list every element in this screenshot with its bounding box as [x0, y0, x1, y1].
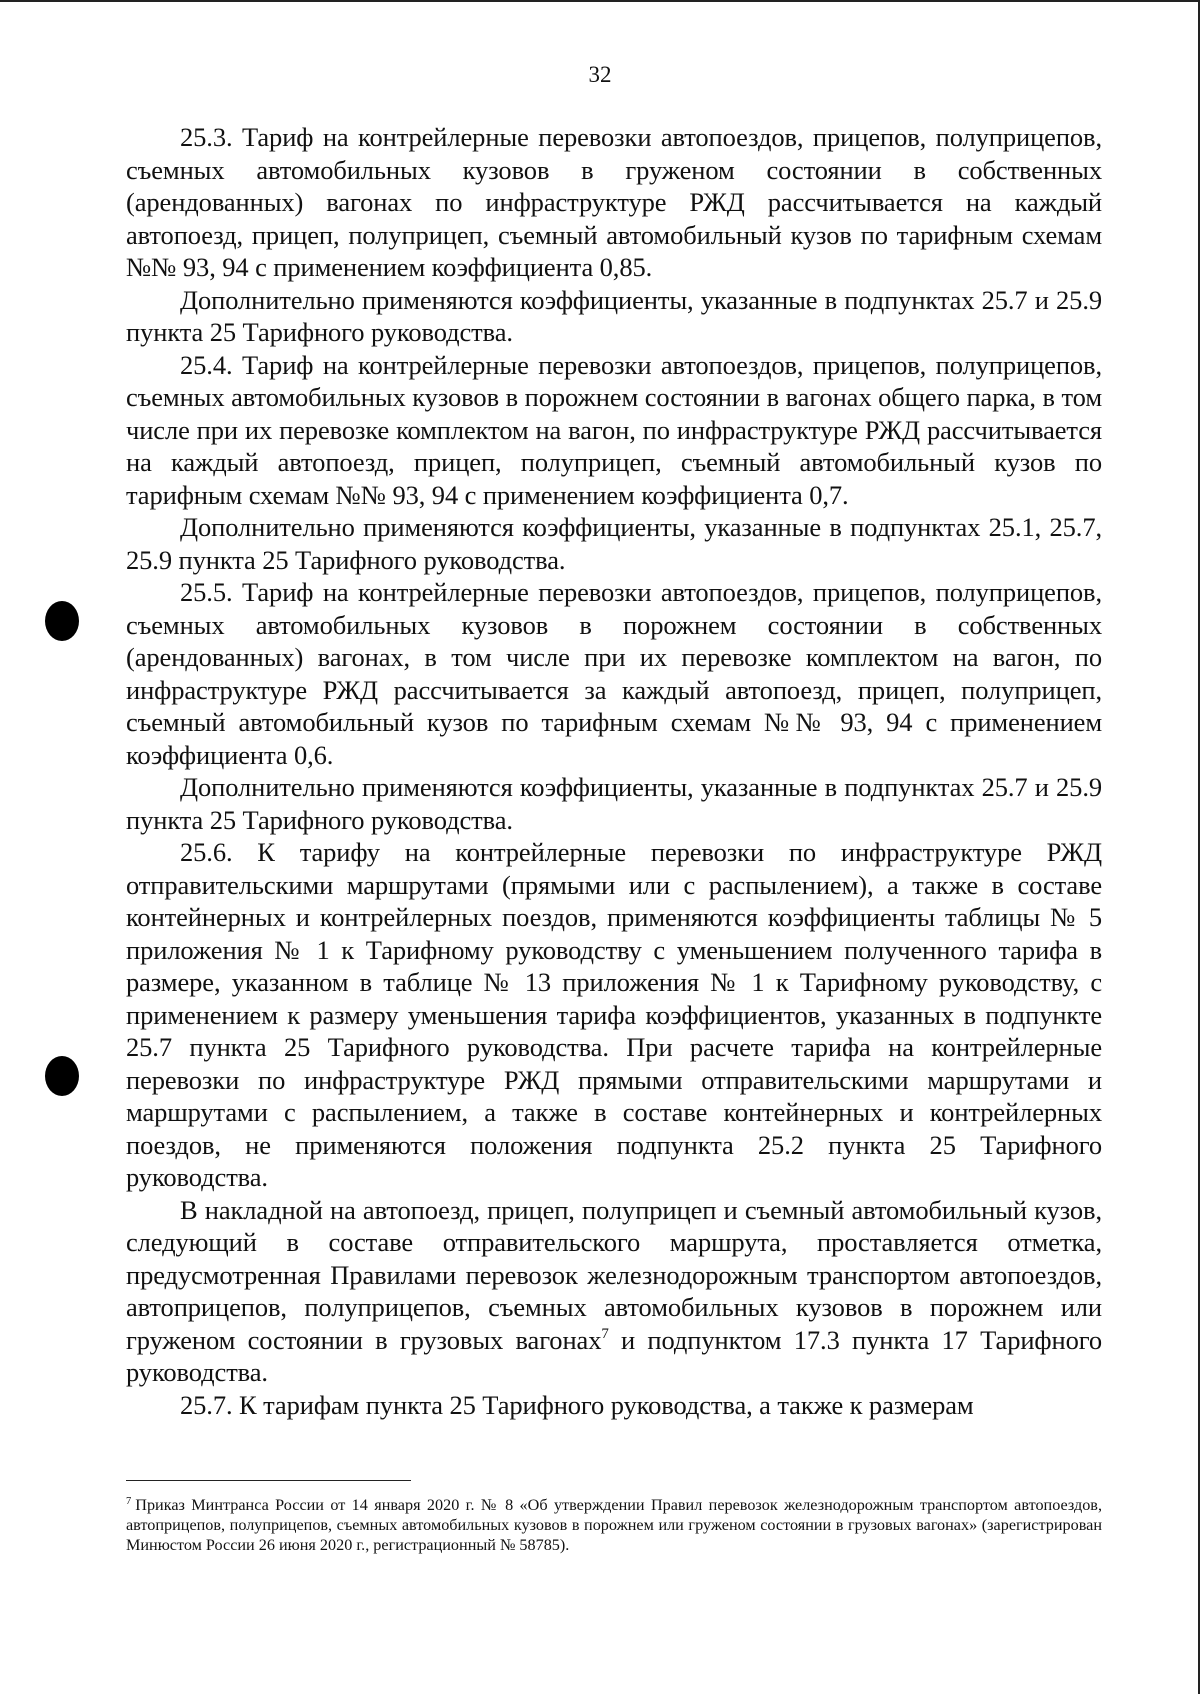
punch-hole [45, 601, 79, 641]
paragraph-25-6: 25.6. К тарифу на контрейлерные перевозки по инфраструктуре РЖД отправительскими маршрутами (прямыми или с распылением), а также в составе контейнерных и контрейлерных поездов, применяются коэффициенты таблицы № 5 приложения № 1 к Тарифному руководству с уменьшением полученного тарифа в размере, указанном в таблице № 13 приложения № 1 к Тарифному руководству, с применением к размеру уменьшения тарифа коэффициентов, указанных в подпункте 25.7 пункта 25 Тарифного руководства. При расчете тарифа на контрейлерные перевозки по инфраструктуре РЖД прямыми отправительскими маршрутами и маршрутами с распылением, а также в составе контейнерных и контрейлерных поездов, не применяются положения подпункта 25.2 пункта 25 Тарифного руководства. [126, 837, 1102, 1192]
footnote-mark: 7 [126, 1496, 132, 1507]
paragraph-25-5-extra: Дополнительно применяются коэффициенты, указанные в подпунктах 25.7 и 25.9 пункта 25 Тарифного руководства. [126, 772, 1102, 835]
paragraph-25-7: 25.7. К тарифам пункта 25 Тарифного руководства, а также к размерам [180, 1389, 974, 1420]
paragraph-25-3-extra: Дополнительно применяются коэффициенты, указанные в подпунктах 25.7 и 25.9 пункта 25 Тарифного руководства. [126, 284, 1102, 347]
footnote-reference[interactable]: 7 [601, 1325, 609, 1342]
page-number: 32 [588, 62, 612, 87]
punch-hole [45, 1056, 79, 1096]
scan-top-edge [0, 0, 1200, 2]
paragraph-25-5: 25.5. Тариф на контрейлерные перевозки автопоездов, прицепов, полуприцепов, съемных автомобильных кузовов в порожнем состоянии в собственных (арендованных) вагонах, в том числе при их перевозке комплектом на вагон, по инфраструктуре РЖД рассчитывается за каждый автопоезд, прицеп, полуприцеп, съемный автомобильный кузов по тарифным схемам №№ 93, 94 с применением коэффициента 0,6. [126, 577, 1102, 770]
paragraph-25-4-extra: Дополнительно применяются коэффициенты, указанные в подпунктах 25.1, 25.7, 25.9 пункта 25 Тарифного руководства. [126, 512, 1102, 575]
footnote-text: Приказ Минтранса России от 14 января 2020 г. № 8 «Об утверждении Правил перевозок железнодорожным транспортом автопоездов, автоприцепов, полуприцепов, съемных автомобильных кузовов в порожнем или груженом состоянии в грузовых вагонах» (зарегистрирован Минюстом России 26 июня 2020 г., регистрационный № 58785). [126, 1496, 1102, 1554]
footnote-separator [126, 1480, 411, 1481]
footnote [126, 1492, 1102, 1555]
paragraph-waybill-tail: и подпунктом 17.3 пункта 17 Тарифного руководства. [126, 1324, 1102, 1387]
document-body [126, 121, 1102, 1421]
paragraph-waybill [126, 1194, 1102, 1389]
paragraph-25-4: 25.4. Тариф на контрейлерные перевозки автопоездов, прицепов, полуприцепов, съемных автомобильных кузовов в порожнем состоянии в вагонах общего парка, в том числе при их перевозке комплектом на вагон, по инфраструктуре РЖД рассчитывается на каждый автопоезд, прицеп, полуприцеп, съемный автомобильный кузов по тарифным схемам №№ 93, 94 с применением коэффициента 0,7. [126, 349, 1102, 510]
paragraph-25-3: 25.3. Тариф на контрейлерные перевозки автопоездов, прицепов, полуприцепов, съемных автомобильных кузовов в груженом состоянии в собственных (арендованных) вагонах по инфраструктуре РЖД рассчитывается на каждый автопоезд, прицеп, полуприцеп, съемный автомобильный кузов по тарифным схемам №№ 93, 94 с применением коэффициента 0,85. [126, 122, 1102, 282]
paragraph-waybill-text: В накладной на автопоезд, прицеп, полуприцеп и съемный автомобильный кузов, следующий в составе отправительского маршрута, проставляется отметка, предусмотренная Правилами перевозок железнодорожным транспортом автопоездов, автоприцепов, полуприцепов, съемных автомобильных кузовов в порожнем или груженом состоянии в грузовых вагонах [126, 1194, 1102, 1355]
